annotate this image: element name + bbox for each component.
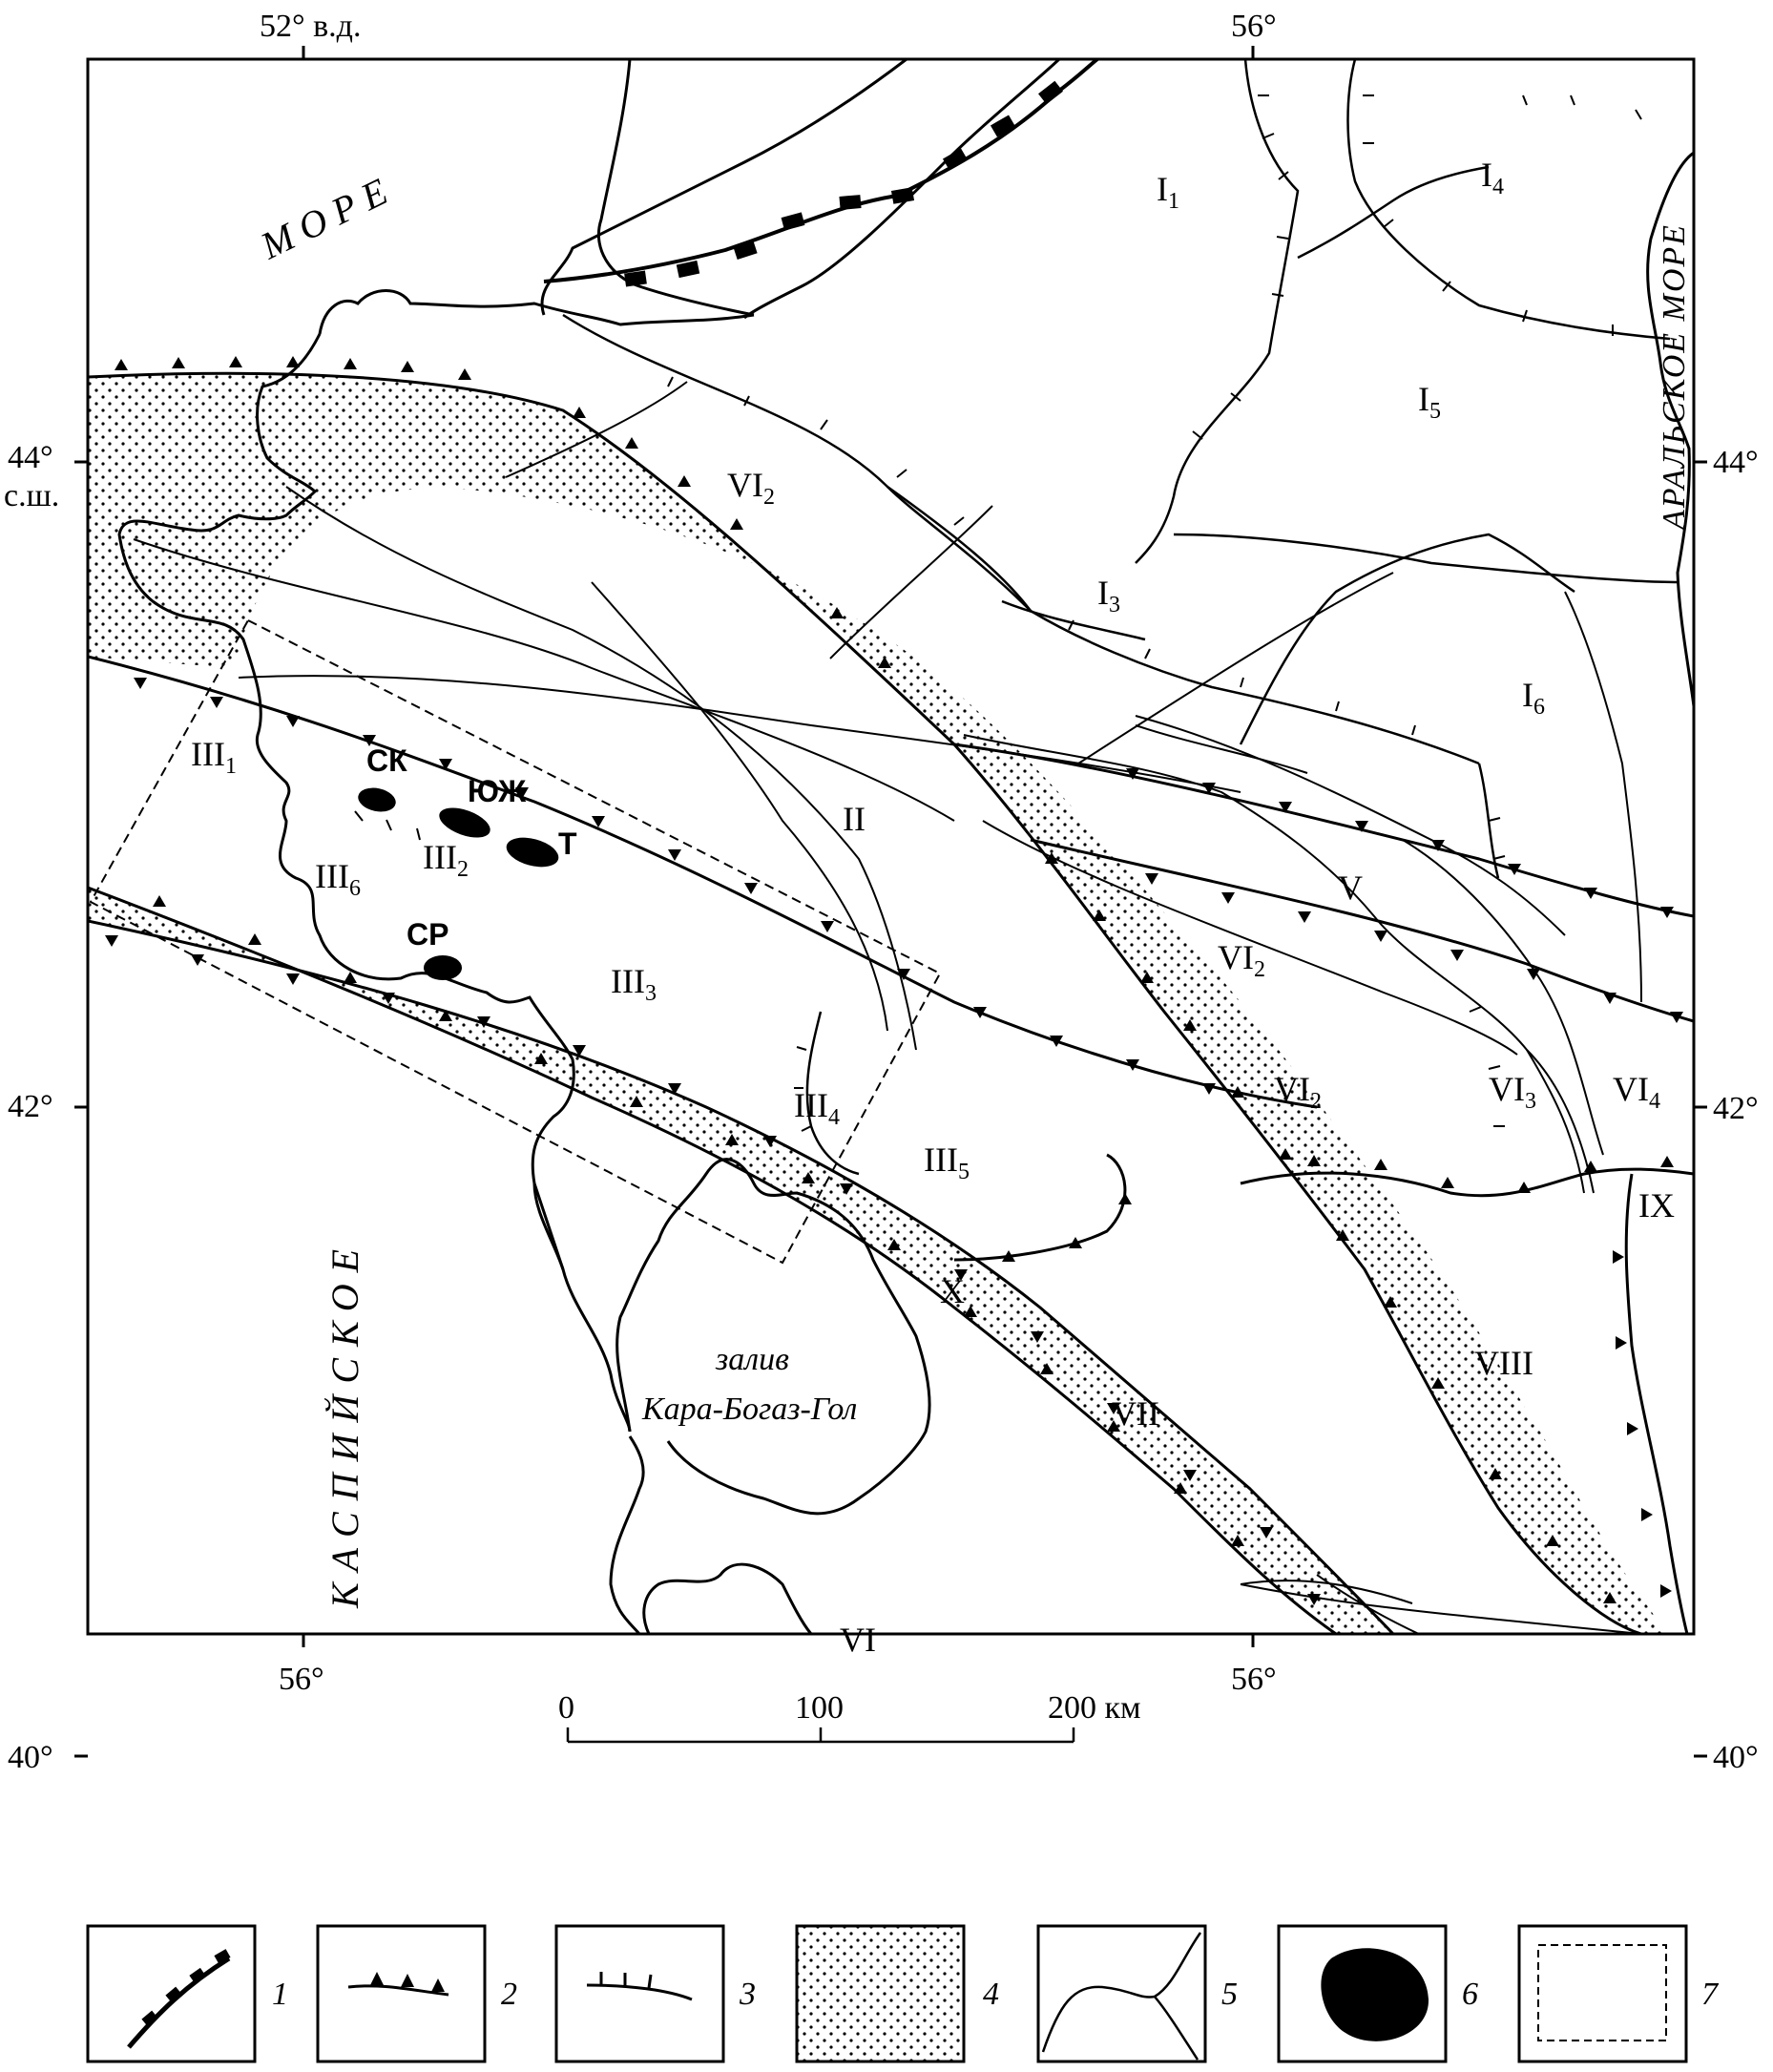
zone-i1-label: $I_1$ [1157,170,1179,214]
right-lat-label-42: 42° [1713,1091,1759,1126]
zone-ii-label: II [843,800,866,838]
aral-sea-label: АРАЛЬСКОЕ МОРЕ [1657,223,1692,530]
field-sr-oval [424,955,462,980]
field-t-label: Т [558,827,577,861]
zone-viii-label: VIII [1474,1344,1533,1382]
left-lat-label-44: 44° [8,440,53,475]
field-sr-label: СР [407,917,449,952]
zone-iii6-label: $III_6$ [315,857,361,901]
right-lat-label-44: 44° [1713,445,1759,480]
scale-label-100: 100 [795,1690,844,1726]
zone-iii5-label: $III_5$ [924,1141,970,1184]
legend-num-1: 1 [272,1977,288,2012]
north-coast [542,59,1059,318]
bay-label-line2: Кара-Богаз-Гол [642,1392,858,1427]
zone-x-label: X [940,1272,965,1310]
zone-vi3-label: $VI_3$ [1489,1070,1536,1114]
right-lat-label-40: 40° [1713,1740,1759,1775]
zone-i4-label: $I_4$ [1481,156,1504,199]
dashed-rectangle-icon [1538,1945,1666,2041]
scale-label-200: 200 км [1048,1690,1141,1726]
normal-fault-ticks-icon [587,1972,692,1999]
coordinate-ticks [74,46,1707,1756]
scale-label-0: 0 [558,1690,574,1726]
legend-item-7 [1519,1926,1720,2062]
bottom-lon-label-2: 56° [1231,1662,1277,1697]
zone-vi-label: VI [840,1621,876,1659]
left-lat-label-44-sub: с.ш. [4,478,60,513]
zone-i5-label: $I_5$ [1418,380,1441,424]
legend-num-2: 2 [501,1977,517,2012]
left-lat-label-42: 42° [8,1089,53,1124]
caspian-sea-label: КАСПИЙСКОЕ [323,1237,366,1608]
legend-item-2 [318,1926,517,2062]
field-t-oval [503,832,561,872]
field-sk-label: СК [366,743,407,778]
boundary-lines-icon [1043,1933,1200,2060]
zone-iii3-label: $III_3$ [611,962,657,1006]
thrust-triangles-icon [348,1972,448,1995]
zone-vi2-top-label: $VI_2$ [727,466,775,510]
scale-bar [558,1690,1141,1742]
left-lat-label-40: 40° [8,1740,53,1775]
legend-num-7: 7 [1701,1977,1718,2012]
zone-vi2-mid-label: $VI_2$ [1218,938,1265,982]
legend [88,1926,1720,2062]
bay-label-line1: залив [716,1342,789,1377]
zone-i3-label: $I_3$ [1097,574,1120,617]
legend-item-4 [797,1926,999,2062]
normal-faults [563,59,1679,1174]
field-yuzh-label: ЮЖ [468,774,527,808]
legend-num-6: 6 [1462,1977,1478,2012]
field-oval-icon [1321,1948,1429,2041]
legend-num-3: 3 [740,1977,756,2012]
legend-item-5 [1038,1926,1238,2062]
zone-iii4-label: $III_4$ [794,1086,840,1130]
sea-label-top: МОРЕ [254,165,403,268]
zone-vi2-low-label: $VI_2$ [1274,1070,1322,1114]
zone-iii2-label: $III_2$ [423,838,469,882]
zone-iii1-label: $III_1$ [191,735,237,779]
field-sk-oval [356,785,398,815]
legend-item-1 [88,1926,288,2062]
legend-item-3 [556,1926,756,2062]
top-lon-label-1: 52° в.д. [260,9,362,44]
normal-fault-ticks [355,95,1641,1131]
legend-num-4: 4 [983,1977,999,2012]
oil-gas-fields [356,785,562,980]
dotted-zone-icon [797,1926,964,2062]
legend-num-5: 5 [1221,1977,1238,2012]
zone-vi4-label: $VI_4$ [1613,1070,1660,1114]
top-lon-label-2: 56° [1231,9,1277,44]
south-coast-inlet [644,1564,811,1634]
thrust-with-blocks-icon [129,1949,231,2047]
zone-ix-label: IX [1638,1186,1675,1224]
zone-v-label: V [1338,869,1363,907]
legend-item-6 [1279,1926,1478,2062]
zone-vii-label: VII [1112,1394,1159,1433]
bottom-lon-label-1: 56° [279,1662,324,1697]
zone-i6-label: $I_6$ [1522,676,1545,720]
